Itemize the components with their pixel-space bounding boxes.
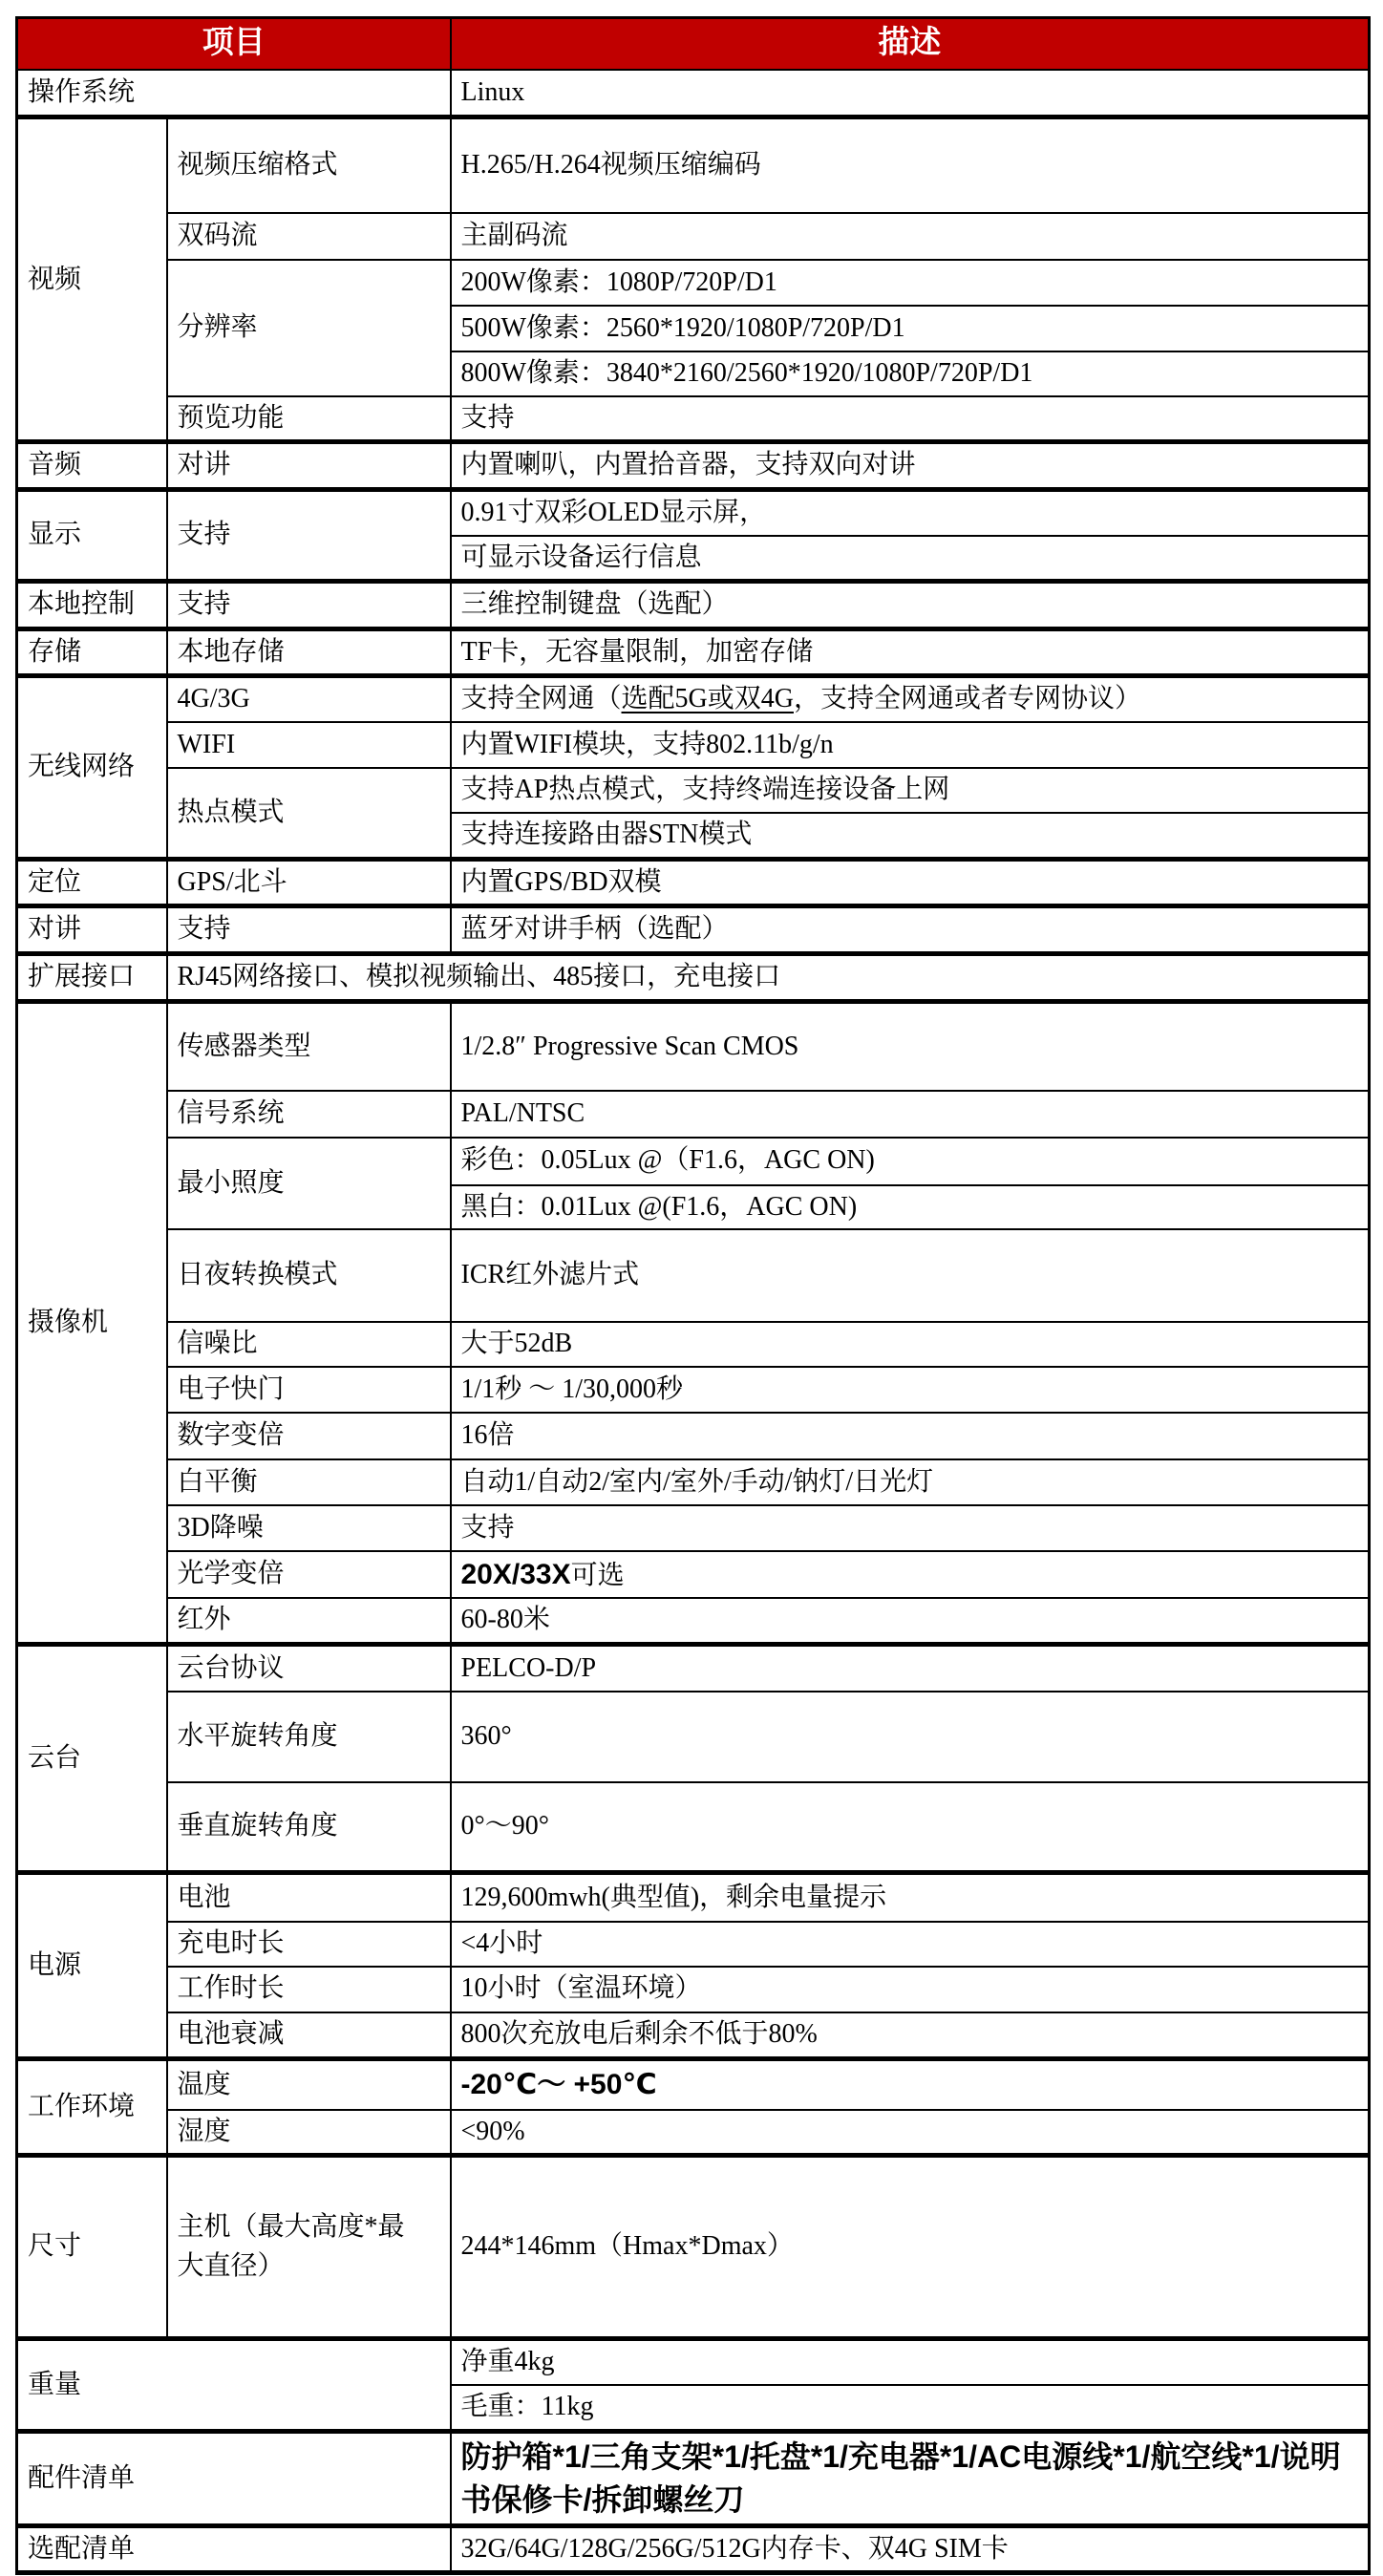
cell-os-value: Linux	[451, 70, 1370, 117]
cell-ptz-protocol-value: PELCO-D/P	[451, 1645, 1370, 1692]
cell-camera-shutter-key: 电子快门	[167, 1367, 451, 1413]
opticalzoom-number: 20X/33X	[460, 1558, 571, 1590]
cell-camera-daynight-value: ICR红外滤片式	[451, 1229, 1370, 1322]
cell-wireless-wifi-value: 内置WIFI模块，支持802.11b/g/n	[451, 722, 1370, 768]
cell-video-resolution-500w: 500W像素：2560*1920/1080P/720P/D1	[451, 306, 1370, 351]
cell-position-value: 内置GPS/BD双模	[451, 859, 1370, 906]
cell-ptz-tilt-key: 垂直旋转角度	[167, 1782, 451, 1873]
cell-position-category: 定位	[17, 859, 167, 906]
cell-optional-category: 选配清单	[17, 2525, 451, 2573]
cell-wireless-cellular-value	[451, 676, 1370, 722]
cell-display-key: 支持	[167, 490, 451, 582]
cell-intercom-category: 对讲	[17, 906, 167, 954]
cell-os-category: 操作系统	[17, 70, 451, 117]
cell-power-category: 电源	[17, 1873, 167, 2059]
cell-weight-net-value: 净重4kg	[451, 2339, 1370, 2385]
cell-position-key: GPS/北斗	[167, 859, 451, 906]
cellular-value-suffix: ，支持全网通或者专网协议）	[793, 684, 1141, 714]
cell-display-value-line2: 可显示设备运行信息	[451, 536, 1370, 582]
cell-storage-value: TF卡，无容量限制，加密存储	[451, 628, 1370, 676]
cell-wireless-category: 无线网络	[17, 676, 167, 859]
cell-localcontrol-key: 支持	[167, 582, 451, 629]
cell-dimensions-key: 主机（最大高度*最大直径）	[167, 2156, 451, 2339]
cell-camera-daynight-key: 日夜转换模式	[167, 1229, 451, 1322]
cell-camera-ir-value: 60-80米	[451, 1598, 1370, 1644]
cell-environment-category: 工作环境	[17, 2059, 167, 2156]
cell-ptz-pan-value: 360°	[451, 1692, 1370, 1782]
cell-camera-sensor-key: 传感器类型	[167, 1002, 451, 1091]
cell-storage-key: 本地存储	[167, 628, 451, 676]
opticalzoom-suffix: 可选	[570, 1560, 625, 1590]
cell-video-compress-key: 视频压缩格式	[167, 117, 451, 213]
cell-video-stream-key: 双码流	[167, 213, 451, 260]
cell-power-decay-value: 800次充放电后剩余不低于80%	[451, 2012, 1370, 2059]
cell-audio-category: 音频	[17, 442, 167, 490]
cell-storage-category: 存储	[17, 628, 167, 676]
cell-power-charge-key: 充电时长	[167, 1922, 451, 1967]
cell-power-runtime-key: 工作时长	[167, 1967, 451, 2012]
cell-audio-key: 对讲	[167, 442, 451, 490]
cell-wireless-hotspot-key: 热点模式	[167, 768, 451, 859]
cell-ptz-category: 云台	[17, 1645, 167, 1873]
cell-video-category: 视频	[17, 117, 167, 442]
cell-video-compress-value: H.265/H.264视频压缩编码	[451, 117, 1370, 213]
cell-wireless-hotspot-value-line1: 支持AP热点模式，支持终端连接设备上网	[451, 768, 1370, 813]
cell-dimensions-category: 尺寸	[17, 2156, 167, 2339]
cell-camera-digitalzoom-key: 数字变倍	[167, 1413, 451, 1459]
spec-table	[15, 16, 1371, 2575]
cell-power-charge-value: <4小时	[451, 1922, 1370, 1967]
cell-camera-opticalzoom-key: 光学变倍	[167, 1551, 451, 1599]
header-item: 项目	[17, 18, 451, 70]
cell-camera-3dnr-value: 支持	[451, 1505, 1370, 1551]
cellular-value-prefix: 支持全网通（	[460, 684, 622, 714]
cellular-value-underlined: 选配5G或双4G	[621, 684, 794, 714]
cell-ptz-protocol-key: 云台协议	[167, 1645, 451, 1692]
cell-camera-illumination-color: 彩色：0.05Lux @（F1.6，AGC ON)	[451, 1138, 1370, 1185]
cell-video-resolution-800w: 800W像素：3840*2160/2560*1920/1080P/720P/D1	[451, 351, 1370, 396]
cell-camera-shutter-value: 1/1秒 ～ 1/30,000秒	[451, 1367, 1370, 1413]
cell-dimensions-value: 244*146mm（Hmax*Dmax）	[451, 2156, 1370, 2339]
cell-camera-digitalzoom-value: 16倍	[451, 1413, 1370, 1459]
cell-power-battery-key: 电池	[167, 1873, 451, 1922]
cell-weight-gross-value: 毛重：11kg	[451, 2385, 1370, 2432]
cell-camera-illumination-bw: 黑白：0.01Lux @(F1.6，AGC ON)	[451, 1185, 1370, 1230]
cell-video-preview-key: 预览功能	[167, 396, 451, 442]
cell-video-resolution-200w: 200W像素：1080P/720P/D1	[451, 260, 1370, 306]
cell-environment-humidity-key: 湿度	[167, 2110, 451, 2156]
cell-display-value-line1: 0.91寸双彩OLED显示屏，	[451, 490, 1370, 536]
cell-wireless-wifi-key: WIFI	[167, 722, 451, 768]
cell-camera-whitebalance-key: 白平衡	[167, 1459, 451, 1505]
cell-camera-whitebalance-value: 自动1/自动2/室内/室外/手动/钠灯/日光灯	[451, 1459, 1370, 1505]
cell-video-preview-value: 支持	[451, 396, 1370, 442]
cell-wireless-cellular-key: 4G/3G	[167, 676, 451, 722]
cell-camera-opticalzoom-value	[451, 1551, 1370, 1599]
cell-camera-ir-key: 红外	[167, 1598, 451, 1644]
cell-localcontrol-value: 三维控制键盘（选配）	[451, 582, 1370, 629]
cell-ports-category: 扩展接口	[17, 954, 167, 1002]
cell-accessories-category: 配件清单	[17, 2432, 451, 2526]
cell-environment-humidity-value: <90%	[451, 2110, 1370, 2156]
cell-camera-3dnr-key: 3D降噪	[167, 1505, 451, 1551]
cell-intercom-value: 蓝牙对讲手柄（选配）	[451, 906, 1370, 954]
cell-weight-category: 重量	[17, 2339, 451, 2432]
header-desc: 描述	[451, 18, 1370, 70]
cell-video-stream-value: 主副码流	[451, 213, 1370, 260]
cell-localcontrol-category: 本地控制	[17, 582, 167, 629]
cell-camera-illumination-key: 最小照度	[167, 1138, 451, 1230]
cell-ptz-pan-key: 水平旋转角度	[167, 1692, 451, 1782]
cell-power-runtime-value: 10小时（室温环境）	[451, 1967, 1370, 2012]
cell-ptz-tilt-value: 0°～90°	[451, 1782, 1370, 1873]
cell-video-resolution-key: 分辨率	[167, 260, 451, 396]
cell-camera-category: 摄像机	[17, 1002, 167, 1645]
cell-audio-value: 内置喇叭，内置拾音器，支持双向对讲	[451, 442, 1370, 490]
cell-camera-signal-key: 信号系统	[167, 1091, 451, 1138]
cell-camera-snr-value: 大于52dB	[451, 1322, 1370, 1367]
cell-power-battery-value: 129,600mwh(典型值)，剩余电量提示	[451, 1873, 1370, 1922]
cell-ports-value: RJ45网络接口、模拟视频输出、485接口，充电接口	[167, 954, 1370, 1002]
cell-intercom-key: 支持	[167, 906, 451, 954]
cell-camera-sensor-value: 1/2.8″ Progressive Scan CMOS	[451, 1002, 1370, 1091]
cell-optional-value: 32G/64G/128G/256G/512G内存卡、双4G SIM卡	[451, 2525, 1370, 2573]
cell-environment-temperature-value: -20℃～ +50℃	[451, 2059, 1370, 2110]
cell-wireless-hotspot-value-line2: 支持连接路由器STN模式	[451, 813, 1370, 859]
cell-display-category: 显示	[17, 490, 167, 582]
cell-accessories-value: 防护箱*1/三角支架*1/托盘*1/充电器*1/AC电源线*1/航空线*1/说明书保修卡/拆卸螺丝刀	[451, 2432, 1370, 2526]
cell-camera-signal-value: PAL/NTSC	[451, 1091, 1370, 1138]
cell-environment-temperature-key: 温度	[167, 2059, 451, 2110]
cell-power-decay-key: 电池衰减	[167, 2012, 451, 2059]
cell-camera-snr-key: 信噪比	[167, 1322, 451, 1367]
